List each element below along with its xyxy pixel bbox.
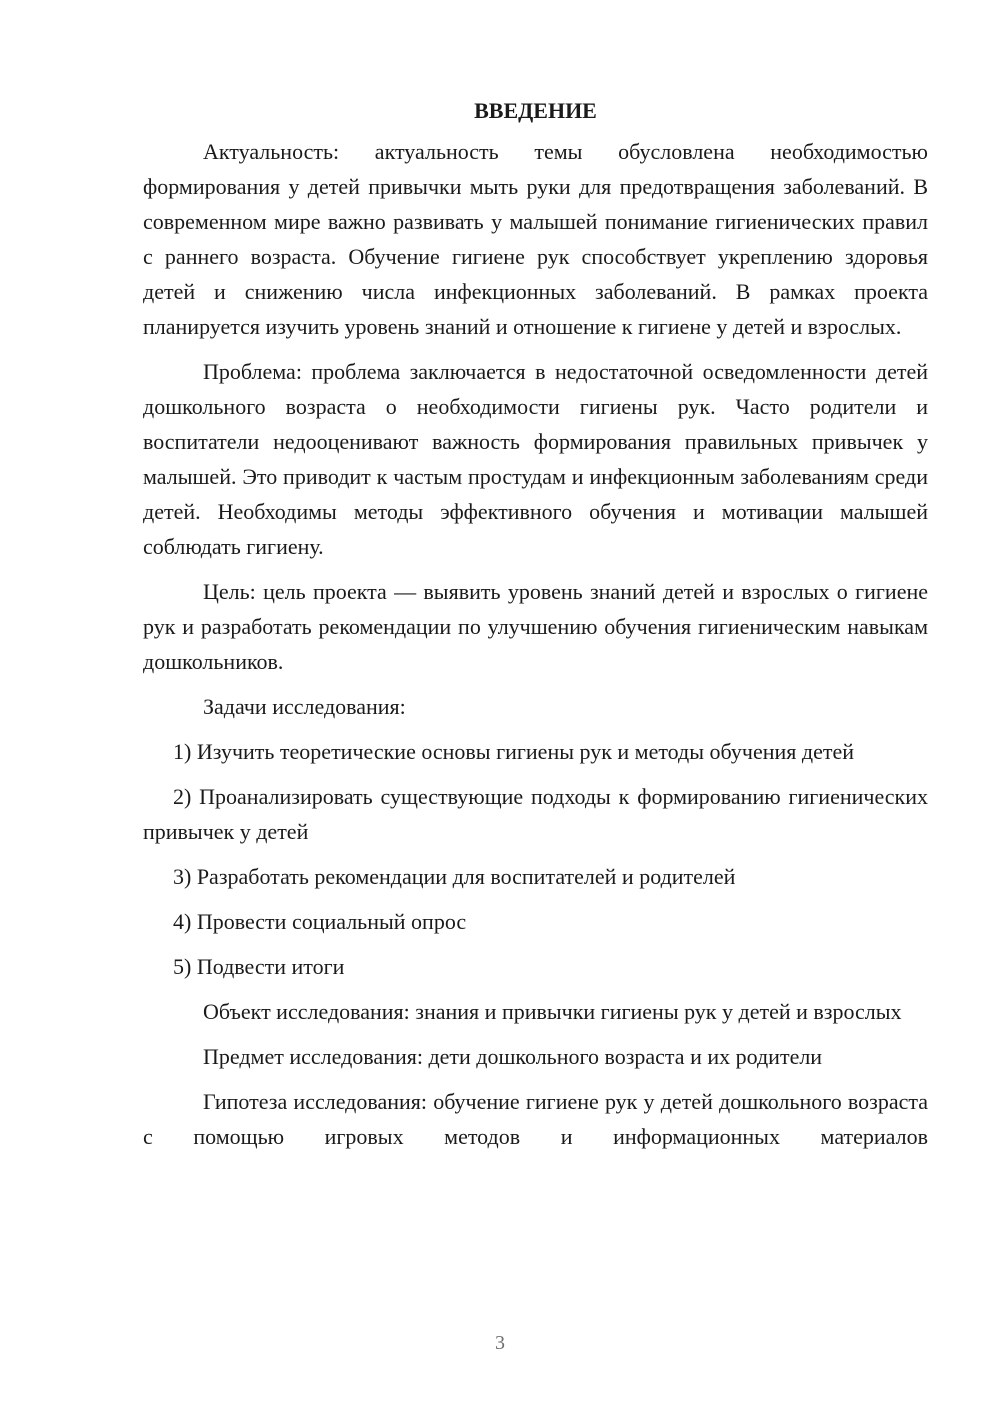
hypothesis-paragraph: Гипотеза исследования: обучение гигиене рук у детей дошкольного возраста с помощью игровых методов и информационных материалов — [143, 1089, 928, 1149]
page-content — [143, 93, 928, 1154]
problem-paragraph: Проблема: проблема заключается в недостаточной осведомленности детей дошкольного возраста о необходимости гигиены рук. Часто родители и воспитатели недооценивают важность формирования правильных привычек у малышей. Это приводит к частым простудам и инфекционным заболеваниям среди детей. Необходимы методы эффективного обучения и мотивации малышей соблюдать гигиену. — [143, 359, 928, 559]
section-heading: ВВЕДЕНИЕ — [474, 98, 597, 123]
goal-paragraph: Цель: цель проекта — выявить уровень знаний детей и взрослых о гигиене рук и разработать рекомендации по улучшению обучения гигиеническим навыкам дошкольников. — [143, 579, 928, 674]
task-item-2: 2) Проанализировать существующие подходы к формированию гигиенических привычек у детей — [143, 784, 928, 844]
task-item-1: 1) Изучить теоретические основы гигиены рук и методы обучения детей — [173, 739, 854, 764]
subject-paragraph: Предмет исследования: дети дошкольного возраста и их родители — [203, 1044, 823, 1069]
task-item-4: 4) Провести социальный опрос — [173, 909, 467, 934]
object-paragraph: Объект исследования: знания и привычки гигиены рук у детей и взрослых — [203, 999, 902, 1024]
tasks-heading: Задачи исследования: — [203, 694, 406, 719]
relevance-paragraph: Актуальность: актуальность темы обусловлена необходимостью формирования у детей привычки мыть руки для предотвращения заболеваний. В современном мире важно развивать у малышей понимание гигиенических правил с раннего возраста. Обучение гигиене рук способствует укреплению здоровья детей и снижению числа инфекционных заболеваний. В рамках проекта планируется изучить уровень знаний и отношение к гигиене у детей и взрослых. — [143, 139, 928, 339]
task-item-5: 5) Подвести итоги — [173, 954, 345, 979]
page-number: 3 — [495, 1332, 505, 1354]
task-item-3: 3) Разработать рекомендации для воспитателей и родителей — [173, 864, 736, 889]
